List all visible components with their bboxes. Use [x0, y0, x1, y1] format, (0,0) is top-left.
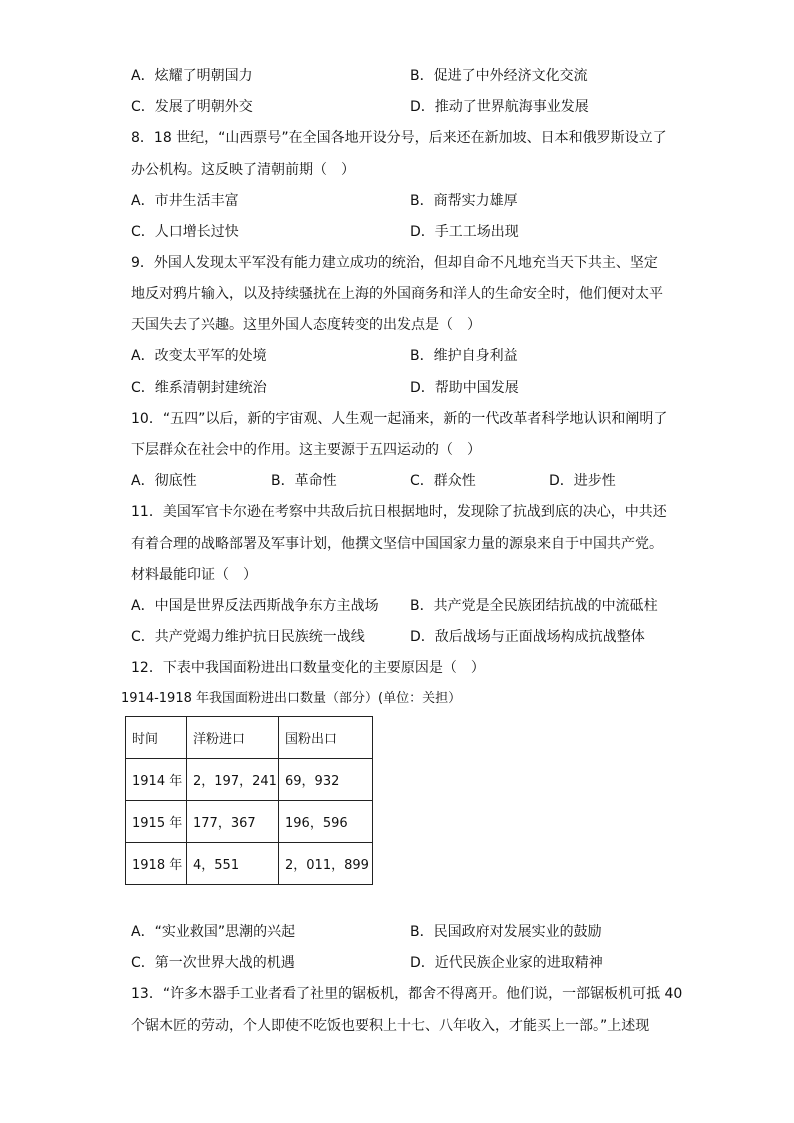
q9-stem-line: 天国失去了兴趣。这里外国人态度转变的出发点是（ ） [131, 317, 481, 333]
table-cell: 2，011，899 [279, 843, 373, 885]
q8-option-b: B．商帮实力雄厚 [410, 193, 518, 209]
q11-stem-line: 有着合理的战略部署及军事计划，他撰文坚信中国国家力量的源泉来自于中国共产党。 [131, 536, 663, 552]
q12-stem: 12．下表中我国面粉进出口数量变化的主要原因是（ ） [131, 660, 485, 676]
table-cell: 1914 年 [126, 759, 187, 801]
q10-option-d: D．进步性 [549, 473, 616, 489]
q7-option-d: D．推动了世界航海事业发展 [410, 99, 589, 115]
table-row [126, 759, 373, 801]
q12-option-b: B．民国政府对发展实业的鼓励 [410, 924, 602, 940]
q10-option-c: C．群众性 [410, 473, 476, 489]
q12-option-a: A．“实业救国”思潮的兴起 [131, 924, 296, 940]
q11-stem-line: 11．美国军官卡尔逊在考察中共敌后抗日根据地时，发现除了抗战到底的决心，中共还 [131, 504, 667, 520]
q11-option-a: A．中国是世界反法西斯战争东方主战场 [131, 598, 379, 614]
table-cell: 69，932 [279, 759, 373, 801]
q11-option-c: C．共产党竭力维护抗日民族统一战线 [131, 629, 365, 645]
table-cell: 2，197，241 [187, 759, 279, 801]
q7-option-b: B．促进了中外经济文化交流 [410, 68, 588, 84]
table-header-cell: 时间 [126, 717, 187, 759]
q9-option-b: B．维护自身利益 [410, 348, 518, 364]
q13-stem-line: 个锯木匠的劳动，个人即使不吃饭也要积上十七、八年收入，才能买上一部。”上述现 [131, 1018, 650, 1034]
q13-stem-line: 13．“许多木器手工业者看了社里的锯板机，都舍不得离开。他们说，一部锯板机可抵 40 [131, 986, 683, 1002]
table-cell: 196，596 [279, 801, 373, 843]
flour-trade-table [125, 716, 373, 885]
q9-option-c: C．维系清朝封建统治 [131, 380, 267, 396]
table-cell: 177，367 [187, 801, 279, 843]
q12-option-c: C．第一次世界大战的机遇 [131, 955, 295, 971]
q10-option-b: B．革命性 [271, 473, 337, 489]
q12-option-d: D．近代民族企业家的进取精神 [410, 955, 603, 971]
q8-stem-line: 8．18 世纪，“山西票号”在全国各地开设分号，后来还在新加坡、日本和俄罗斯设立了 [131, 130, 667, 146]
table-cell: 1918 年 [126, 843, 187, 885]
q10-option-a: A．彻底性 [131, 473, 197, 489]
table-cell: 4，551 [187, 843, 279, 885]
table-header-row [126, 717, 373, 759]
q8-option-c: C．人口增长过快 [131, 224, 239, 240]
q8-option-a: A．市井生活丰富 [131, 193, 239, 209]
q8-stem-line: 办公机构。这反映了清朝前期（ ） [131, 162, 355, 178]
table-cell: 1915 年 [126, 801, 187, 843]
table-row [126, 801, 373, 843]
q11-option-d: D．敌后战场与正面战场构成抗战整体 [410, 629, 645, 645]
q9-option-a: A．改变太平军的处境 [131, 348, 267, 364]
table-header-cell: 国粉出口 [279, 717, 373, 759]
q7-option-a: A．炫耀了明朝国力 [131, 68, 253, 84]
q11-stem-line: 材料最能印证（ ） [131, 567, 257, 583]
table-row [126, 843, 373, 885]
q9-stem-line: 地反对鸦片输入，以及持续骚扰在上海的外国商务和洋人的生命安全时，他们便对太平 [131, 286, 663, 302]
q10-stem-line: 10．“五四”以后，新的宇宙观、人生观一起涌来，新的一代改革者科学地认识和阐明了 [131, 411, 668, 427]
q10-stem-line: 下层群众在社会中的作用。这主要源于五四运动的（ ） [131, 442, 481, 458]
q8-option-d: D．手工工场出现 [410, 224, 519, 240]
table-title: 1914-1918 年我国面粉进出口数量（部分）(单位：关担） [121, 691, 462, 706]
q7-option-c: C．发展了明朝外交 [131, 99, 253, 115]
table-header-cell: 洋粉进口 [187, 717, 279, 759]
q9-option-d: D．帮助中国发展 [410, 380, 519, 396]
q11-option-b: B．共产党是全民族团结抗战的中流砥柱 [410, 598, 658, 614]
q9-stem-line: 9．外国人发现太平军没有能力建立成功的统治，但却自命不凡地充当天下共主、坚定 [131, 255, 658, 271]
